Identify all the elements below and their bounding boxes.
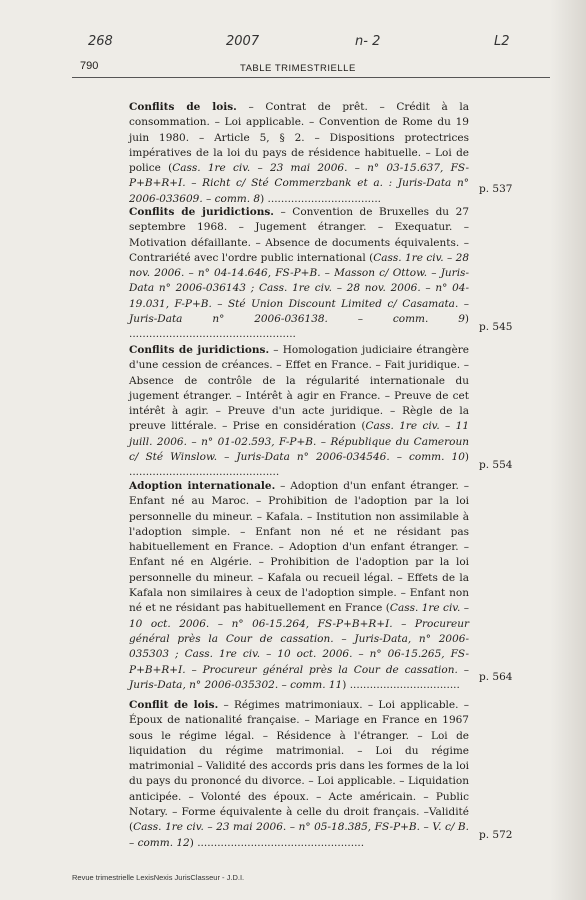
entry-close: ) <box>464 313 469 326</box>
page-footer: Revue trimestrielle LexisNexis JurisClasseur - J.D.I. <box>72 873 245 882</box>
entry-citation: Cass. 1re civ. – 11 juill. 2006. – n° 01-02.593, F-P+B. – République du Cameroun c/ Sté Winslow. – Juris-Data n° 2006-034546. – comm. 10 <box>129 420 470 464</box>
entry-leader: .................................................. <box>193 836 365 849</box>
entry-body: – Homologation judiciaire étrangère d'une cession de créances. – Effet en France. – Fait juridique. – Absence de contrôle de la régularité internationale du jugement étranger. – Intérêt à agir en France. – Preuve de cet intérêt à agir. – Preuve d'un acte juridique. – Règle de la preuve littérale. – Prise en considération ( <box>129 344 470 433</box>
page-edge-shadow <box>550 0 586 900</box>
entry-citation: Cass. 1re civ. – 23 mai 2006. – n° 03-15.637, FS-P+B+R+I. – Richt c/ Sté Commerzbank et a. : Juris-Data n° 2006-033609. – comm. 8 <box>129 162 469 205</box>
table-entry <box>129 343 469 481</box>
page-reference: p. 545 <box>479 321 513 333</box>
table-entry <box>129 479 469 693</box>
table-entry <box>129 698 469 851</box>
page-reference: p. 572 <box>479 829 513 841</box>
handwritten-note: 2007 <box>226 34 260 49</box>
entry-body: – Convention de Bruxelles du 27 septembre 1968. – Jugement étranger. – Exequatur. – Motivation défaillante. – Absence de documents équivalents. – Contrariété avec l'ordre public international ( <box>129 206 469 264</box>
page-reference: p. 554 <box>479 459 513 471</box>
entry-leader: ............................................. <box>129 466 280 479</box>
entry-leader: ................................. <box>346 678 460 691</box>
handwritten-note: 268 <box>88 34 113 49</box>
entry-close: ) <box>189 836 194 849</box>
handwritten-note: n- 2 <box>355 34 381 49</box>
entry-heading: Adoption internationale. <box>129 480 276 492</box>
entry-close: ) <box>464 451 469 464</box>
handwritten-note: L2 <box>494 34 510 49</box>
header-rule <box>72 77 550 78</box>
entry-body: – Adoption d'un enfant étranger. – Enfant né au Maroc. – Prohibition de l'adoption par la loi personnelle du mineur. – Kafala. – Institution non assimilable à l'adoption simple. – Enfant non né et ne résidant pas habituellement en France. – Adoption d'un enfant étranger. – Enfant né en Algérie. – Prohibition de l'adoption par la loi personnelle du mineur. – Kafala ou recueil légal. – Effets de la Kafala non similaires à ceux de l'adoption simple. – Enfant non né et ne résidant pas habituellement en France ( <box>129 480 469 615</box>
entry-heading: Conflits de juridictions. <box>129 344 270 356</box>
page-reference: p. 537 <box>479 183 513 195</box>
entry-heading: Conflits de juridictions. <box>129 206 274 218</box>
entry-citation: Cass. 1re civ. – 10 oct. 2006. – n° 06-15.264, FS-P+B+R+I. – Procureur général près la Cour de cassation. – Juris-Data, n° 2006-035303 ; Cass. 1re civ. – 10 oct. 2006. – n° 06-15.265, FS-P+B+R+I. – Procureur général près la Cour de cassation. – Juris-Data, n° 2006-035302. – comm. 11 <box>129 602 469 691</box>
table-entry <box>129 205 469 343</box>
entry-body: – Contrat de prêt. – Crédit à la consommation. – Loi applicable. – Convention de Rome du 19 juin 1980. – Article 5, § 2. – Dispositions protectrices impératives de la loi du pays de résidence habituelle. – Loi de police ( <box>129 101 469 175</box>
entry-body: – Régimes matrimoniaux. – Loi applicable. – Époux de nationalité française. – Mariage en France en 1967 sous le régime légal. – Résidence à l'étranger. – Loi de liquidation du régime matrimonial. – Loi du régime matrimonial – Validité des accords pris dans les formes de la loi du pays du prononcé du divorce. – Loi applicable. – Liquidation anticipée. – Volonté des époux. – Acte américain. – Public Notary. – Forme équivalente à celle du droit français. –Validité ( <box>129 699 469 834</box>
entry-leader: .................................................. <box>129 328 296 341</box>
entry-citation: Cass. 1re civ. – 28 nov. 2006. – n° 04-14.646, FS-P+B. – Masson c/ Ottow. – Juris-Data n° 2006-036143 ; Cass. 1re civ. – 28 nov. 2006. – n° 04-19.031, F-P+B. – Sté Union Discount Limited c/ Casamata. – Juris-Data n° 2006-036138. – comm. 9 <box>129 251 469 326</box>
running-head: TABLE TRIMESTRIELLE <box>240 63 356 74</box>
entry-close: ) <box>260 192 265 205</box>
page-reference: p. 564 <box>479 671 513 683</box>
entry-citation: Cass. 1re civ. – 23 mai 2006. – n° 05-18.385, FS-P+B. – V. c/ B. – comm. 12 <box>129 821 469 849</box>
entry-heading: Conflit de lois. <box>129 699 219 711</box>
entry-close: ) <box>342 678 347 691</box>
table-entry <box>129 100 469 207</box>
entry-leader: .................................. <box>264 192 382 205</box>
page-number: 790 <box>80 60 99 72</box>
entry-heading: Conflits de lois. <box>129 101 237 113</box>
